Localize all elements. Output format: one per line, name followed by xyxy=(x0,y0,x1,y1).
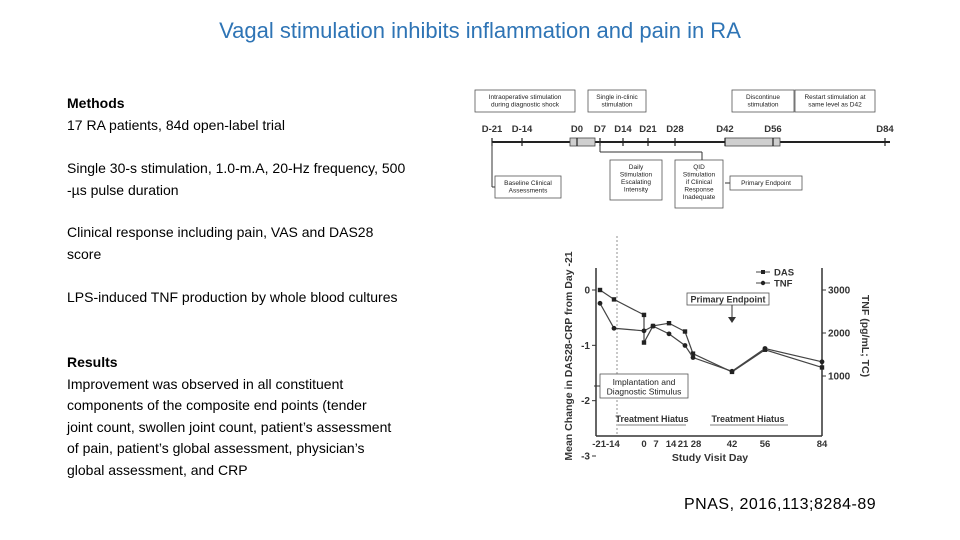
methods-stimulation xyxy=(67,158,462,201)
results-heading: Results xyxy=(67,354,118,370)
x-axis-label: Study Visit Day xyxy=(671,452,749,464)
point-tnf xyxy=(612,326,617,331)
timeline-bottom-box-label: Daily Stimulation Escalating Intensity xyxy=(619,164,653,194)
point-tnf xyxy=(683,343,688,348)
timeline-day-label: D28 xyxy=(666,124,684,135)
methods-line: Clinical response including pain, VAS and DAS28 xyxy=(67,224,374,240)
x-tick-label: 14 xyxy=(665,439,677,450)
legend-label: DAS xyxy=(774,267,795,279)
results-section xyxy=(67,352,462,481)
x-tick-label: 0 xyxy=(641,439,647,450)
methods-response xyxy=(67,222,462,265)
point-tnf xyxy=(598,301,603,306)
timeline-bottom-box-label: QID Stimulation if Clinical Response Inadequate xyxy=(682,164,716,201)
methods-line: Single 30-s stimulation, 1.0-m.A, 20-Hz frequency, 500 xyxy=(67,160,406,176)
y-tick-label: 0 xyxy=(584,285,590,297)
methods-line: LPS-induced TNF production by whole blood cultures xyxy=(67,289,398,305)
x-tick-label: 84 xyxy=(816,439,828,450)
point-tnf xyxy=(691,355,696,360)
timeline-top-box-label: Discontinue stimulation xyxy=(746,94,780,109)
point-das xyxy=(612,297,616,301)
x-tick-label: 42 xyxy=(726,439,738,450)
timeline-day-label: D-14 xyxy=(511,124,533,135)
timeline-top-box-label: Single in-clinic stimulation xyxy=(596,94,638,109)
y-tick-label: -3 xyxy=(581,451,590,463)
timeline-top-box-label: Restart stimulation at same level as D42 xyxy=(804,94,866,109)
methods-line: -µs pulse duration xyxy=(67,181,179,198)
methods-section xyxy=(67,93,462,136)
methods-heading: Methods xyxy=(67,95,125,111)
results-line: joint count, swollen joint count, patient’s assessment xyxy=(67,418,392,435)
point-das xyxy=(598,288,602,292)
timeline-top-box-label: Intraoperative stimulation during diagnostic shock xyxy=(488,94,562,109)
citation: PNAS, 2016,113;8284-89 xyxy=(684,496,877,513)
legend-label: TNF xyxy=(774,278,793,290)
annotation-treatment-hiatus-2: Treatment Hiatus xyxy=(711,414,785,424)
results-line: Improvement was observed in all constituent xyxy=(67,375,344,392)
point-tnf xyxy=(730,369,735,374)
point-das xyxy=(642,340,646,344)
results-line: global assessment, and CRP xyxy=(67,461,248,478)
point-tnf xyxy=(642,328,647,333)
timeline-day-label: D21 xyxy=(639,124,657,135)
x-tick-label: 7 xyxy=(653,439,659,450)
point-das xyxy=(820,365,824,369)
timeline-day-label: D0 xyxy=(570,124,584,135)
legend-marker xyxy=(761,281,765,285)
timeline-day-label: D42 xyxy=(716,124,734,135)
methods-line: score xyxy=(67,245,102,262)
point-tnf xyxy=(763,346,768,351)
timeline-bottom-box-label: Baseline Clinical Assessments xyxy=(504,180,552,195)
y2-tick-label: 3000 xyxy=(828,285,851,297)
point-tnf xyxy=(667,331,672,336)
point-das xyxy=(667,321,671,325)
results-line: of pain, patient’s global assessment, physician’s xyxy=(67,440,365,456)
timeline-day-label: D7 xyxy=(593,124,607,135)
das-tnf-chart xyxy=(560,228,880,476)
point-tnf xyxy=(820,359,825,364)
results-line: components of the composite end points (tender xyxy=(67,397,367,413)
y2-axis-label: TNF (pg/mL; TC) xyxy=(859,294,871,378)
timeline-day-label: D-21 xyxy=(481,124,503,135)
legend-marker xyxy=(761,270,765,274)
timeline-stim-bar xyxy=(725,138,780,146)
y-tick-label: -1 xyxy=(581,340,590,352)
study-timeline-figure xyxy=(470,80,910,220)
y2-tick-label: 2000 xyxy=(828,328,851,340)
point-tnf xyxy=(651,324,656,329)
slide-title: Vagal stimulation inhibits inflammation and pain in RA xyxy=(219,18,741,43)
x-tick-label: 28 xyxy=(690,439,702,450)
annotation-treatment-hiatus-1: Treatment Hiatus xyxy=(615,414,689,424)
point-das xyxy=(683,329,687,333)
timeline-stim-bar xyxy=(570,138,595,146)
y-tick-label: -2 xyxy=(581,396,590,408)
point-das xyxy=(642,313,646,317)
series-line-tnf xyxy=(600,303,822,371)
annotation-implantation: Implantation and Diagnostic Stimulus xyxy=(606,377,682,397)
timeline-day-label: D84 xyxy=(876,124,894,135)
timeline-day-label: D56 xyxy=(764,124,782,135)
x-tick-label: -21-14 xyxy=(592,439,620,450)
annotation-primary-endpoint: Primary Endpoint xyxy=(690,294,766,305)
x-tick-label: 56 xyxy=(759,439,771,450)
methods-line: 17 RA patients, 84d open-label trial xyxy=(67,116,285,133)
methods-tnf xyxy=(67,287,462,309)
annotation-arrowhead xyxy=(728,317,736,323)
y2-tick-label: 1000 xyxy=(828,371,851,383)
timeline-day-label: D14 xyxy=(614,124,632,135)
timeline-bottom-box-label: Primary Endpoint xyxy=(741,180,791,187)
y-axis-label: Mean Change in DAS28-CRP from Day -21 xyxy=(563,251,575,461)
x-tick-label: 21 xyxy=(677,439,689,450)
